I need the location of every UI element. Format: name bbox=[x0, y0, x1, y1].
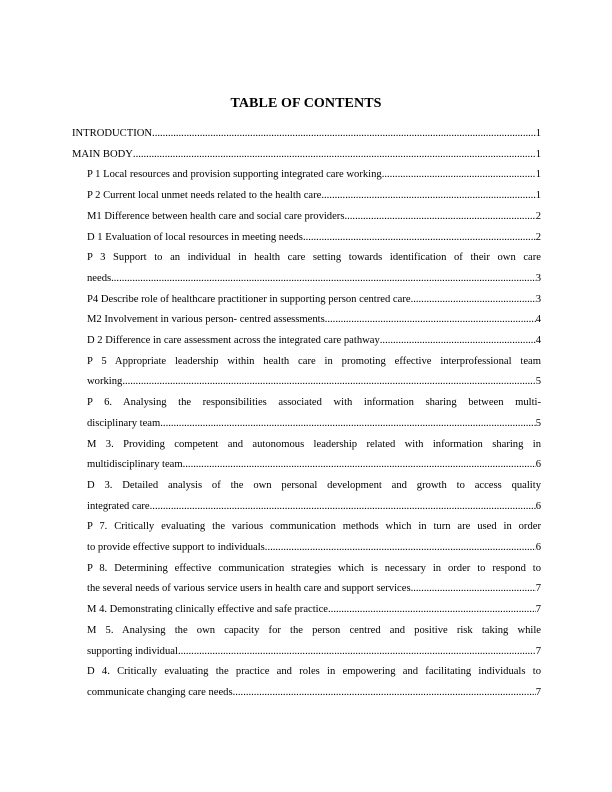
toc-entry[interactable] bbox=[72, 662, 541, 703]
dot-leader bbox=[321, 186, 535, 207]
toc-entry-page-number: 3 bbox=[535, 293, 541, 305]
toc-entry-title: P 1 Local resources and provision supporting integrated care working bbox=[87, 169, 382, 181]
dot-leader bbox=[111, 269, 536, 290]
toc-entry[interactable] bbox=[72, 435, 541, 476]
toc-entry-page-number: 1 bbox=[535, 148, 541, 160]
dot-leader bbox=[152, 124, 536, 145]
toc-entry-title: integrated care bbox=[87, 500, 150, 512]
toc-entry-text-line: P 3 Support to an individual in health care setting towards identification of their own care bbox=[87, 252, 541, 264]
toc-entry-title: needs bbox=[87, 272, 112, 284]
dot-leader bbox=[160, 414, 535, 435]
toc-entry-leader-line bbox=[87, 579, 541, 600]
toc-entry-text-line: M 5. Analysing the own capacity for the person centred and positive risk taking while bbox=[87, 624, 541, 636]
toc-entry[interactable] bbox=[72, 290, 541, 311]
dot-leader bbox=[178, 642, 536, 663]
toc-entry-title: the several needs of various service users in health care and support services bbox=[87, 583, 411, 595]
toc-entry-text-line: P 5 Appropriate leadership within health care in promoting effective interprofessional team bbox=[87, 355, 541, 367]
toc-entry-leader-line bbox=[87, 207, 541, 228]
toc-entry[interactable] bbox=[72, 476, 541, 517]
toc-entry-leader-line bbox=[87, 331, 541, 352]
toc-entry[interactable] bbox=[72, 331, 541, 352]
toc-entry-page-number: 7 bbox=[535, 686, 541, 698]
toc-entry[interactable] bbox=[72, 559, 541, 600]
dot-leader bbox=[122, 372, 535, 393]
toc-entry-leader-line bbox=[87, 310, 541, 331]
toc-entry-title: disciplinary team bbox=[87, 417, 161, 429]
toc-entry[interactable] bbox=[72, 517, 541, 558]
dot-leader bbox=[328, 600, 536, 621]
toc-entry-page-number: 1 bbox=[535, 128, 541, 139]
toc-entry-title: to provide effective support to individuals. bbox=[87, 542, 268, 554]
dot-leader bbox=[411, 579, 536, 600]
toc-entry-page-number: 3 bbox=[535, 272, 541, 284]
toc-entry-leader-line bbox=[87, 269, 541, 290]
toc-entry[interactable] bbox=[72, 228, 541, 249]
toc-entry[interactable] bbox=[72, 124, 541, 145]
toc-entry[interactable] bbox=[72, 207, 541, 228]
toc-entry[interactable] bbox=[72, 600, 541, 621]
toc-entry-page-number: 7 bbox=[535, 583, 541, 595]
toc-entry-title: M1 Difference between health care and social care providers bbox=[87, 210, 345, 222]
toc-entry-page-number: 6 bbox=[535, 500, 541, 512]
toc-entry-text-line: P 8. Determining effective communication strategies which is necessary in order to respond to bbox=[87, 562, 541, 574]
toc-entry-title: M2 Involvement in various person- centred assessments bbox=[87, 314, 325, 326]
toc-entry-text-line: P 6. Analysing the responsibilities associated with information sharing between multi- bbox=[87, 397, 541, 409]
toc-entry-title: MAIN BODY bbox=[72, 148, 133, 160]
toc-entry-leader-line bbox=[87, 165, 541, 186]
toc-entry-text-line: D 4. Critically evaluating the practice and roles in empowering and facilitating individuals to bbox=[87, 666, 541, 678]
toc-entry-page-number: 2 bbox=[535, 231, 541, 243]
page-title: TABLE OF CONTENTS bbox=[230, 96, 382, 111]
dot-leader bbox=[150, 497, 536, 518]
toc-entry-leader-line bbox=[87, 290, 541, 311]
toc-entry[interactable] bbox=[72, 248, 541, 289]
toc-entry-leader-line bbox=[87, 455, 541, 476]
toc-entry[interactable] bbox=[72, 621, 541, 662]
toc-entry[interactable] bbox=[72, 186, 541, 207]
toc-entry-leader-line bbox=[72, 124, 541, 145]
toc-entry-text-line: M 3. Providing competent and autonomous leadership related with information sharing in bbox=[87, 438, 541, 450]
toc-entry-title: INTRODUCTION bbox=[72, 128, 153, 139]
toc-entry-leader-line bbox=[72, 145, 541, 166]
toc-entry[interactable] bbox=[72, 310, 541, 331]
toc-entry-page-number: 4 bbox=[535, 314, 541, 326]
toc-entry[interactable] bbox=[72, 352, 541, 393]
toc-entry-title: D 2 Difference in care assessment across the integrated care pathway bbox=[87, 335, 380, 347]
toc-entry-leader-line bbox=[87, 186, 541, 207]
toc-entry-leader-line bbox=[87, 683, 541, 704]
toc-entry[interactable] bbox=[72, 393, 541, 434]
toc-entry-page-number: 1 bbox=[535, 190, 541, 202]
toc-entry[interactable] bbox=[72, 145, 541, 166]
toc-entry-title: P 2 Current local unmet needs related to the health care bbox=[87, 190, 322, 202]
toc-entry-title: communicate changing care needs. bbox=[87, 686, 236, 698]
toc-entry-page-number: 6 bbox=[535, 542, 541, 554]
dot-leader bbox=[325, 310, 536, 331]
toc-entry-page-number: 2 bbox=[535, 210, 541, 222]
toc-entry-page-number: 6 bbox=[535, 459, 541, 471]
table-of-contents bbox=[72, 124, 541, 704]
dot-leader bbox=[411, 290, 536, 311]
dot-leader bbox=[380, 331, 536, 352]
toc-entry-page-number: 7 bbox=[535, 604, 541, 616]
toc-entry-page-number: 5 bbox=[535, 417, 541, 429]
dot-leader bbox=[344, 207, 535, 228]
toc-entry-title: supporting individual bbox=[87, 645, 178, 657]
toc-entry-text-line: P 7. Critically evaluating the various communication methods which in turn are used in order bbox=[87, 521, 541, 533]
toc-entry-leader-line bbox=[87, 642, 541, 663]
toc-entry-page-number: 1 bbox=[535, 169, 541, 181]
dot-leader bbox=[133, 145, 536, 166]
toc-entry-page-number: 5 bbox=[535, 376, 541, 388]
toc-entry-title: D 1 Evaluation of local resources in meeting needs bbox=[87, 231, 303, 243]
dot-leader bbox=[382, 165, 536, 186]
toc-entry-title: multidisciplinary team. bbox=[87, 459, 186, 471]
toc-entry-title: P4 Describe role of healthcare practitioner in supporting person centred care bbox=[87, 293, 411, 305]
toc-entry-leader-line bbox=[87, 228, 541, 249]
toc-entry[interactable] bbox=[72, 165, 541, 186]
toc-entry-leader-line bbox=[87, 600, 541, 621]
toc-entry-leader-line bbox=[87, 538, 541, 559]
toc-entry-title: M 4. Demonstrating clinically effective and safe practice bbox=[87, 604, 329, 616]
dot-leader bbox=[303, 228, 536, 249]
dot-leader bbox=[267, 538, 535, 559]
toc-entry-page-number: 4 bbox=[535, 335, 541, 347]
toc-entry-leader-line bbox=[87, 497, 541, 518]
toc-entry-leader-line bbox=[87, 414, 541, 435]
toc-entry-leader-line bbox=[87, 372, 541, 393]
dot-leader bbox=[235, 683, 535, 704]
dot-leader bbox=[185, 455, 535, 476]
toc-entry-page-number: 7 bbox=[535, 645, 541, 657]
toc-entry-text-line: D 3. Detailed analysis of the own personal development and growth to access quality bbox=[87, 479, 541, 491]
toc-entry-title: working bbox=[87, 376, 123, 388]
